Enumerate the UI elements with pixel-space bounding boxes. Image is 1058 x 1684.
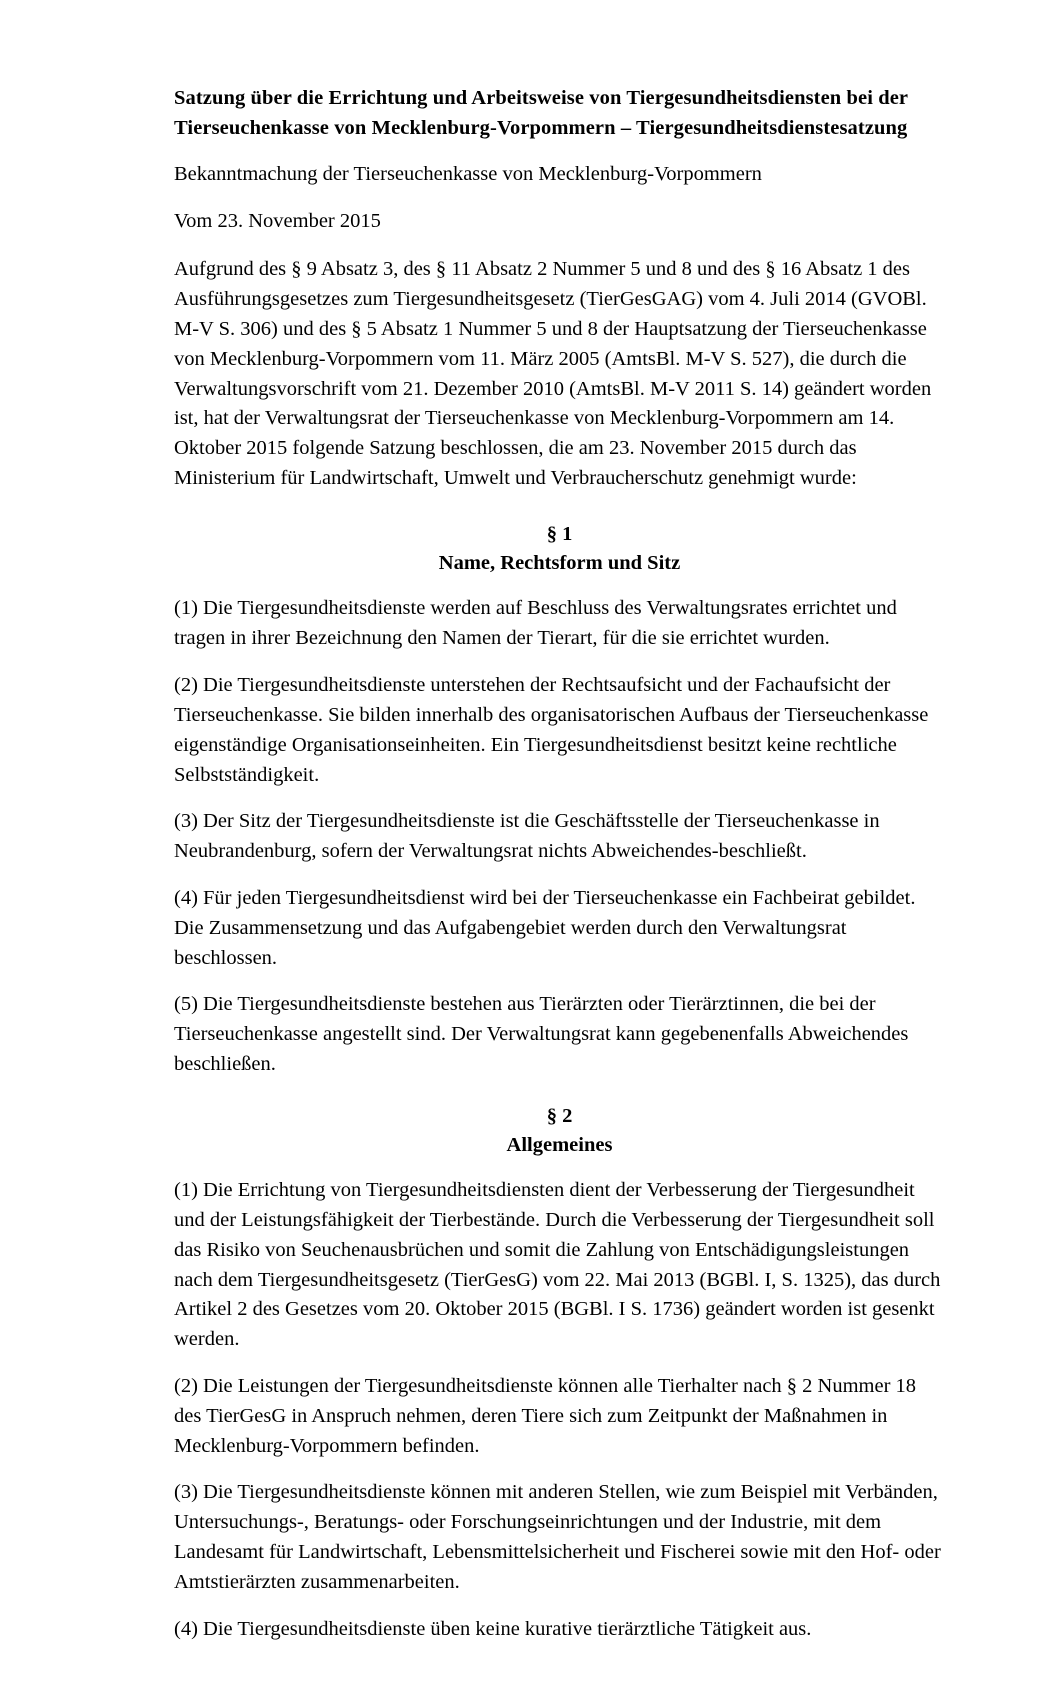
section-1-paragraph-1: (1) Die Tiergesundheitsdienste werden auf Beschluss des Verwaltungsrates errichtet und tragen in ihrer Bezeichnung den Namen der Tierart, für die sie errichtet wurden. xyxy=(174,597,897,650)
section-2-paragraph-1: (1) Die Errichtung von Tiergesundheitsdiensten dient der Verbesserung der Tiergesundheit und der Leistungsfähigkeit der Tierbestände. Durch die Verbesserung der Tiergesundheit soll das Risiko von Seuchenausbrüchen und somit die Zahlung von Entschädigungsleistungen nach dem Tiergesundheitsgesetz (TierGesG) vom 22. Mai 2013 (BGBl. I, S. 1325), das durch Artikel 2 des Gesetzes vom 20. Oktober 2015 (BGBl. I S. 1736) geändert worden ist gesenkt werden. xyxy=(174,1179,941,1351)
section-1-paragraph-3: (3) Der Sitz der Tiergesundheitsdienste ist die Geschäftsstelle der Tierseuchenkasse in Neubrandenburg, sofern der Verwaltungsrat nichts Abweichendes-beschließt. xyxy=(174,810,880,863)
section-1-paragraph-4: (4) Für jeden Tiergesundheitsdienst wird bei der Tierseuchenkasse ein Fachbeirat gebildet. Die Zusammensetzung und das Aufgabengebiet werden durch den Verwaltungsrat beschlossen. xyxy=(174,886,916,969)
section-1-paragraph-2: (2) Die Tiergesundheitsdienste unterstehen der Rechtsaufsicht und der Fachaufsicht der Tierseuchenkasse. Sie bilden innerhalb des organisatorischen Aufbaus der Tierseuchenkasse eigenständige Organisationseinheiten. Ein Tiergesundheitsdienst besitzt keine rechtliche Selbstständigkeit. xyxy=(174,674,929,786)
section-name-1: Name, Rechtsform und Sitz xyxy=(438,552,681,575)
section-1-paragraph-5: (5) Die Tiergesundheitsdienste bestehen aus Tierärzten oder Tierärztinnen, die bei der Tierseuchenkasse angestellt sind. Der Verwaltungsrat kann gegebenenfalls Abweichendes beschließen. xyxy=(174,993,909,1076)
section-2-paragraph-2: (2) Die Leistungen der Tiergesundheitsdienste können alle Tierhalter nach § 2 Nummer 18 des TierGesG in Anspruch nehmen, deren Tiere sich zum Zeitpunkt der Maßnahmen in Mecklenburg-Vorpommern befinden. xyxy=(174,1374,917,1457)
page-title: Satzung über die Errichtung und Arbeitsweise von Tiergesundheitsdiensten bei der Tierseuchenkasse von Mecklenburg-Vorpommern – Tiergesundheitsdienstesatzung xyxy=(174,87,908,139)
section-name-2: Allgemeines xyxy=(506,1133,613,1156)
section-heading-2 xyxy=(174,1102,945,1160)
section-2-paragraph-4: (4) Die Tiergesundheitsdienste üben keine kurative tierärztliche Tätigkeit aus. xyxy=(174,1617,812,1640)
section-heading-1 xyxy=(174,520,945,578)
section-number-2: § 2 xyxy=(546,1104,573,1127)
document-dateline: Vom 23. November 2015 xyxy=(174,210,381,233)
section-2-paragraph-3: (3) Die Tiergesundheitsdienste können mit anderen Stellen, wie zum Beispiel mit Verbänden, Untersuchungs-, Beratungs- oder Forschungseinrichtungen und der Industrie, mit dem Landesamt für Landwirtschaft, Lebensmittelsicherheit und Fischerei sowie mit den Hof- oder Amtstierärzten zusammenarbeiten. xyxy=(174,1481,941,1593)
section-number-1: § 1 xyxy=(546,523,573,546)
document-subtitle: Bekanntmachung der Tierseuchenkasse von Mecklenburg-Vorpommern xyxy=(174,163,762,186)
document-preamble: Aufgrund des § 9 Absatz 3, des § 11 Absatz 2 Nummer 5 und 8 und des § 16 Absatz 1 des Ausführungsgesetzes zum Tiergesundheitsgesetz (TierGesGAG) vom 4. Juli 2014 (GVOBl. M-V S. 306) und des § 5 Absatz 1 Nummer 5 und 8 der Hauptsatzung der Tierseuchenkasse von Mecklenburg-Vorpommern vom 11. März 2005 (AmtsBl. M-V S. 527), die durch die Verwaltungsvorschrift vom 21. Dezember 2010 (AmtsBl. M-V 2011 S. 14) geändert worden ist, hat der Verwaltungsrat der Tierseuchenkasse von Mecklenburg-Vorpommern am 14. Oktober 2015 folgende Satzung beschlossen, die am 23. November 2015 durch das Ministerium für Landwirtschaft, Umwelt und Verbraucherschutz genehmigt wurde: xyxy=(174,257,932,490)
